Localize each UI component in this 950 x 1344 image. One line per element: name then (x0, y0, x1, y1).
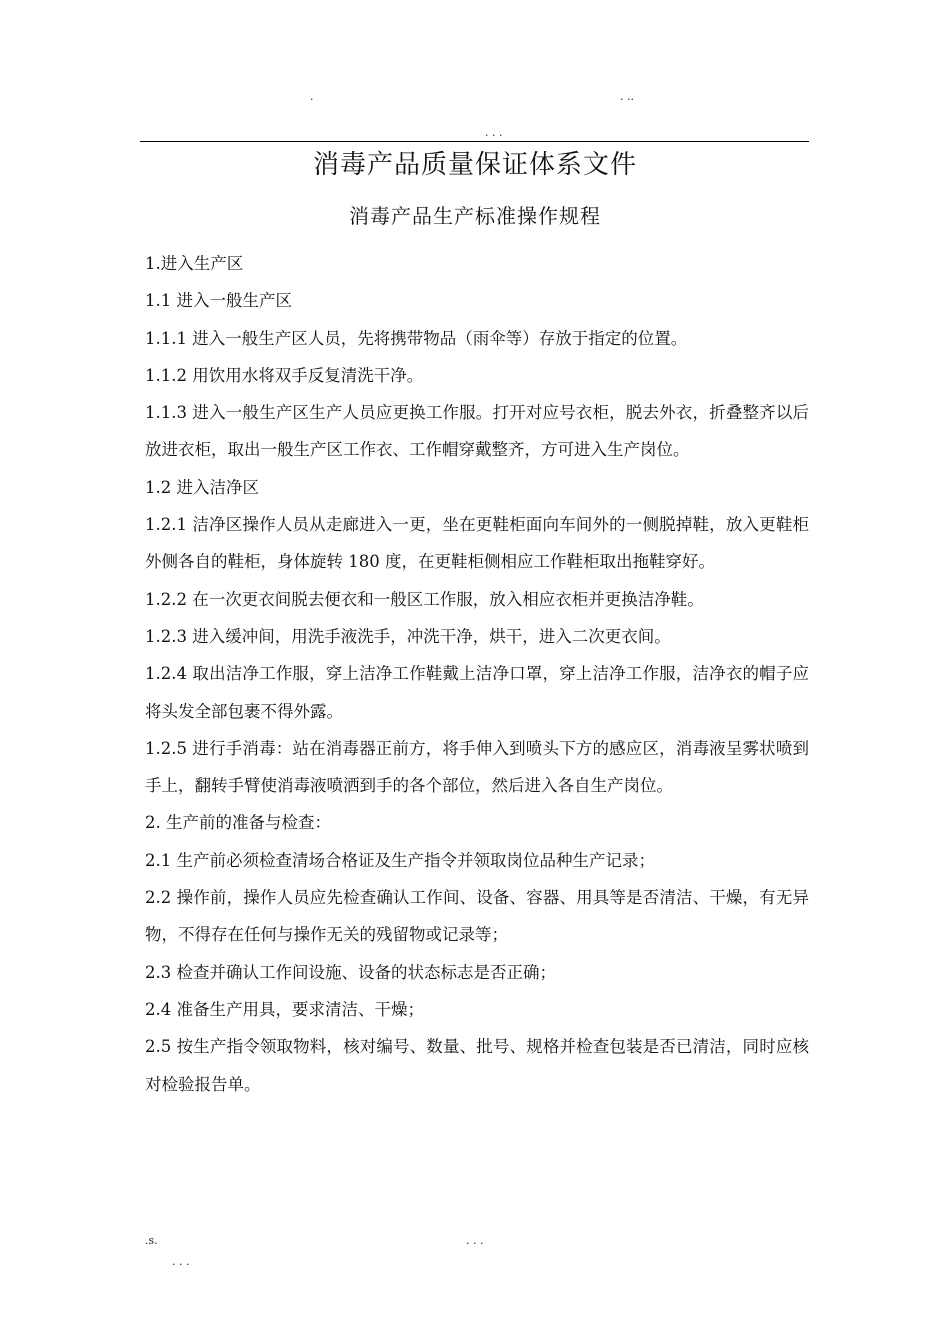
paragraph: 2.2 操作前，操作人员应先检查确认工作间、设备、容器、用具等是否清洁、干燥，有无异物，不得存在任何与操作无关的残留物或记录等； (145, 888, 809, 945)
header-rule (140, 141, 809, 142)
paragraph: 1.1.1 进入一般生产区人员，先将携带物品（雨伞等）存放于指定的位置。 (145, 328, 688, 348)
document-title: 消毒产品质量保证体系文件 (312, 150, 637, 180)
header-mark-left: . (310, 90, 314, 103)
paragraph: 1.进入生产区 (145, 254, 244, 273)
paragraph: 1.2.4 取出洁净工作服，穿上洁净工作鞋戴上洁净口罩，穿上洁净工作服，洁净衣的帽子应将头发全部包裹不得外露。 (145, 664, 809, 721)
paragraph: 2.1 生产前必须检查清场合格证及生产指令并领取岗位品种生产记录； (145, 850, 655, 870)
document-subtitle: 消毒产品生产标准操作规程 (349, 204, 601, 228)
paragraph: 1.1.2 用饮用水将双手反复清洗干净。 (145, 365, 424, 385)
paragraph: 1.1.3 进入一般生产区生产人员应更换工作服。打开对应号衣柜，脱去外衣，折叠整齐以后放进衣柜，取出一般生产区工作衣、工作帽穿戴整齐，方可进入生产岗位。 (145, 403, 809, 460)
paragraph: 1.1 进入一般生产区 (145, 291, 292, 311)
header-mark-center: . . . (485, 126, 503, 139)
paragraph: 2.4 准备生产用具，要求清洁、干燥； (145, 999, 424, 1019)
paragraph: 2.5 按生产指令领取物料，核对编号、数量、批号、规格并检查包装是否已清洁，同时应核对检验报告单。 (145, 1037, 809, 1094)
paragraph: 1.2 进入洁净区 (145, 477, 259, 497)
footer-mark-left: .s. (145, 1234, 158, 1247)
paragraph: 1.2.2 在一次更衣间脱去便衣和一般区工作服，放入相应衣柜并更换洁净鞋。 (145, 589, 704, 609)
paragraph: 1.2.5 进行手消毒：站在消毒器正前方，将手伸入到喷头下方的感应区，消毒液呈雾状喷到手上，翻转手臂使消毒液喷洒到手的各个部位，然后进入各自生产岗位。 (145, 738, 809, 796)
paragraph: 2.3 检查并确认工作间设施、设备的状态标志是否正确； (145, 962, 556, 982)
footer-mark-center: . . . (466, 1234, 484, 1247)
document-body (145, 245, 809, 1103)
paragraph: 1.2.3 进入缓冲间，用洗手液洗手，冲洗干净，烘干，进入二次更衣间。 (145, 626, 671, 646)
header-mark-right: . .. (620, 90, 634, 103)
paragraph: 2. 生产前的准备与检查： (145, 813, 331, 833)
footer-mark-bottom: . . . (172, 1255, 190, 1268)
paragraph: 1.2.1 洁净区操作人员从走廊进入一更，坐在更鞋柜面向车间外的一侧脱掉鞋，放入更鞋柜外侧各自的鞋柜，身体旋转 180 度，在更鞋柜侧相应工作鞋柜取出拖鞋穿好。 (145, 515, 809, 572)
